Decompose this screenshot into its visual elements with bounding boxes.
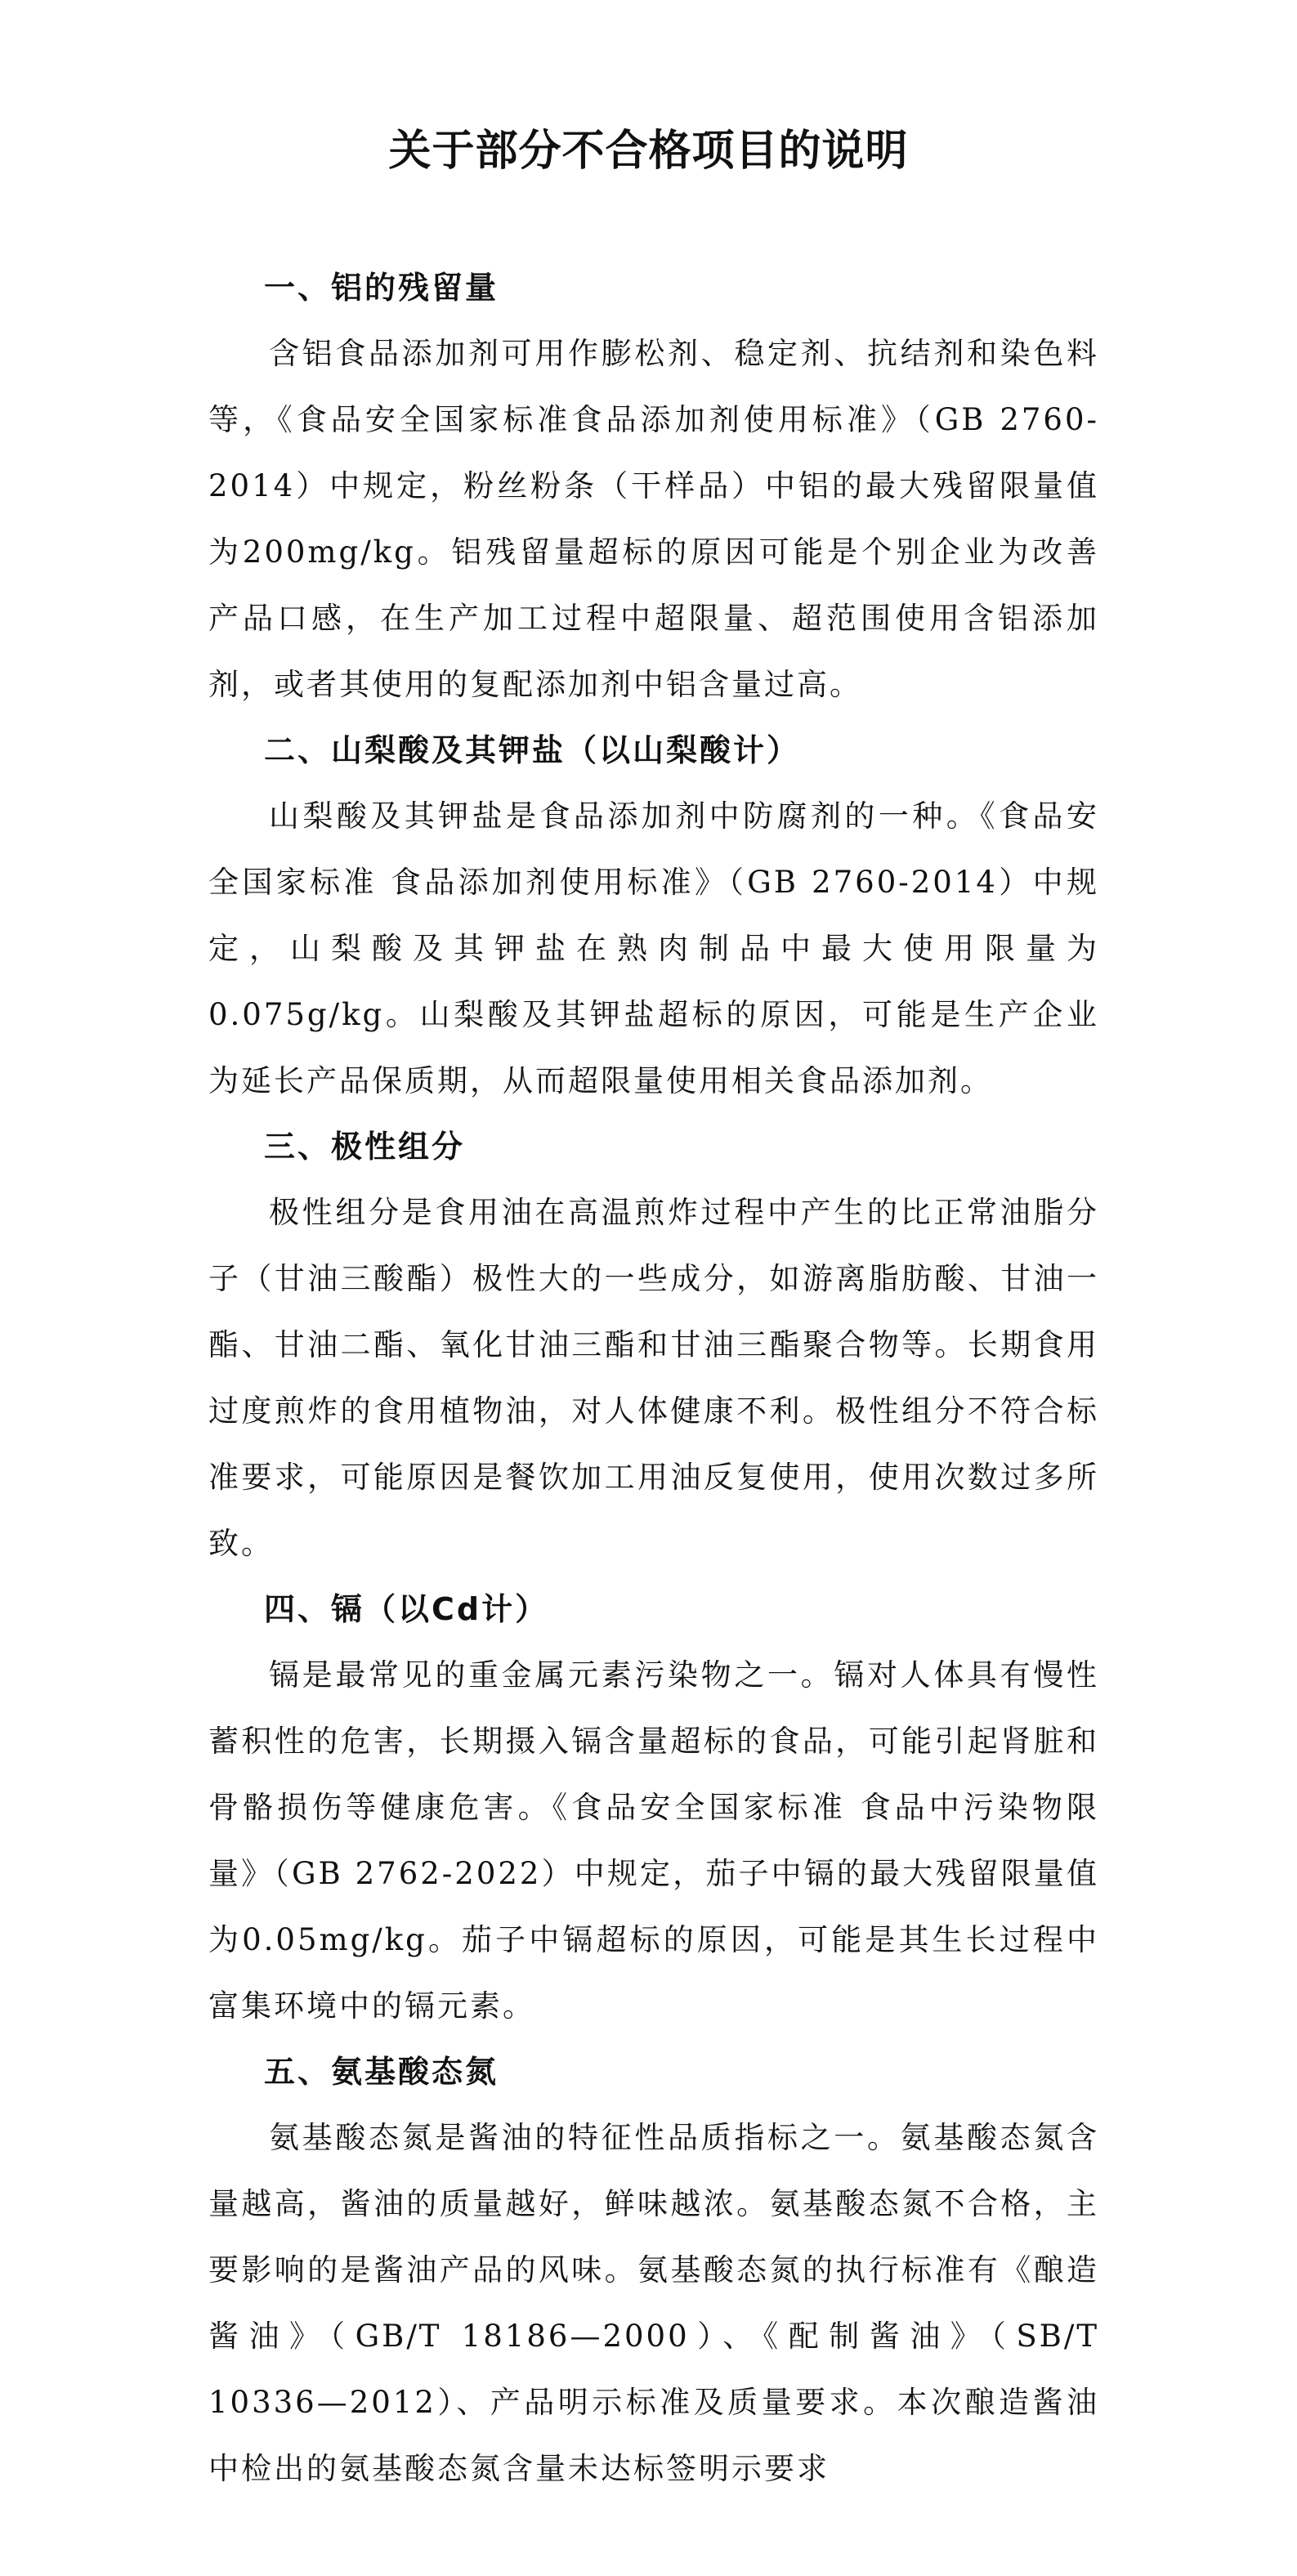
section-cadmium [208,1576,1099,2039]
section-polar-components [208,1114,1099,1576]
section-heading: 一、铝的残留量 [264,270,499,306]
section-heading: 二、山梨酸及其钾盐（以山梨酸计） [264,732,801,768]
section-paragraph: 镉是最常见的重金属元素污染物之一。镉对人体具有慢性蓄积性的危害，长期摄入镉含量超标的食品，可能引起肾脏和骨骼损伤等健康危害。《食品安全国家标准 食品中污染物限量》（GB 2762-2022）中规定，茄子中镉的最大残留限量值为0.05mg/kg。茄子中镉超标的原因，可能是其生长过程中富集环境中的镉元素。 [208,1657,1099,2024]
section-paragraph: 含铝食品添加剂可用作膨松剂、稳定剂、抗结剂和染色料等，《食品安全国家标准食品添加剂使用标准》（GB 2760-2014）中规定，粉丝粉条（干样品）中铝的最大残留限量值为200mg/kg。铝残留量超标的原因可能是个别企业为改善产品口感，在生产加工过程中超限量、超范围使用含铝添加剂，或者其使用的复配添加剂中铝含量过高。 [208,336,1099,702]
document-title: 关于部分不合格项目的说明 [388,127,909,176]
section-sorbic-acid [208,718,1099,1114]
section-paragraph: 氨基酸态氮是酱油的特征性品质指标之一。氨基酸态氮含量越高，酱油的质量越好，鲜味越浓。氨基酸态氮不合格，主要影响的是酱油产品的风味。氨基酸态氮的执行标准有《酿造酱油》（GB/T 18186—2000）、《配制酱油》（SB/T 10336—2012）、产品明示标准及质量要求。本次酿造酱油中检出的氨基酸态氮含量未达标签明示要求 [208,2120,1099,2486]
section-paragraph: 极性组分是食用油在高温煎炸过程中产生的比正常油脂分子（甘油三酸酯）极性大的一些成分，如游离脂肪酸、甘油一酯、甘油二酯、氧化甘油三酯和甘油三酯聚合物等。长期食用过度煎炸的食用植物油，对人体健康不利。极性组分不符合标准要求，可能原因是餐饮加工用油反复使用，使用次数过多所致。 [208,1195,1099,1561]
document-body [208,255,1099,2502]
section-amino-acid-nitrogen [208,2039,1099,2502]
section-heading: 五、氨基酸态氮 [264,2054,499,2090]
section-paragraph: 山梨酸及其钾盐是食品添加剂中防腐剂的一种。《食品安全国家标准 食品添加剂使用标准》（GB 2760-2014）中规定，山梨酸及其钾盐在熟肉制品中最大使用限量为0.075g/kg。山梨酸及其钾盐超标的原因，可能是生产企业为延长产品保质期，从而超限量使用相关食品添加剂。 [208,798,1099,1098]
section-heading: 三、极性组分 [264,1129,466,1165]
section-aluminum-residue [208,255,1099,718]
section-heading: 四、镉（以Cd计） [264,1591,549,1627]
